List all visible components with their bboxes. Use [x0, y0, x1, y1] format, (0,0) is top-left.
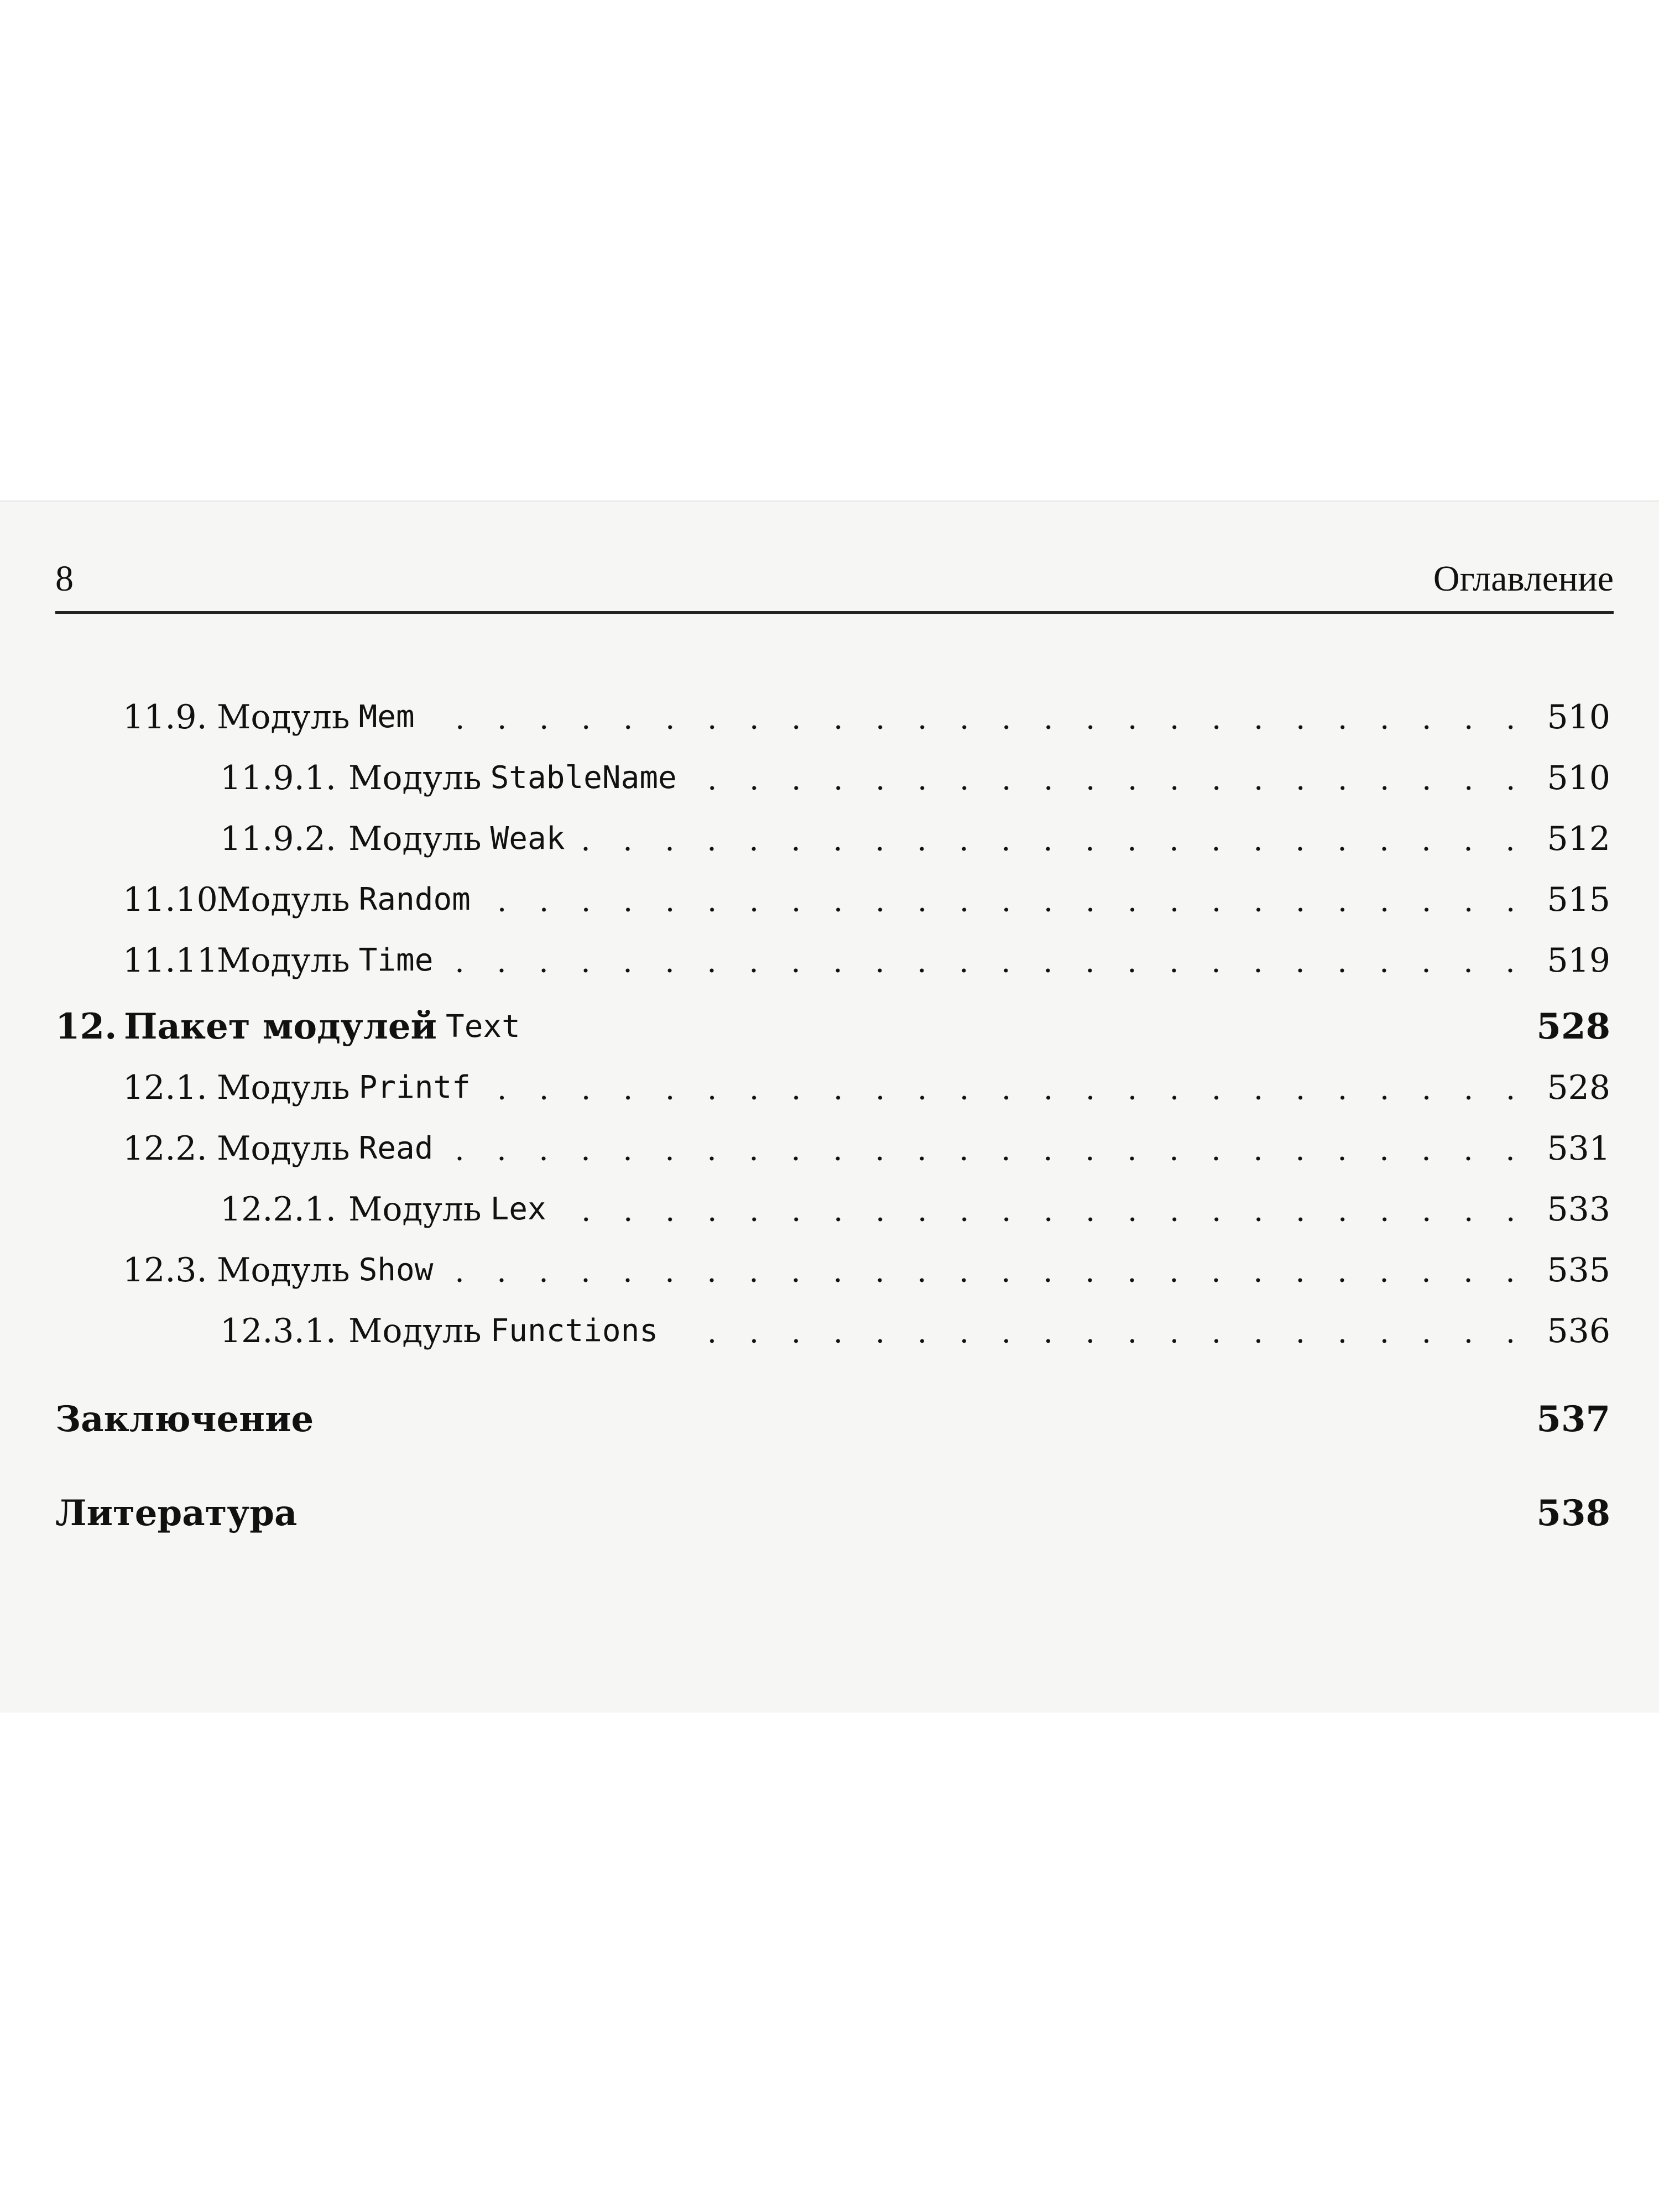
entry-module-name: Show: [358, 1252, 434, 1288]
entry-number: 11.9.: [123, 698, 207, 737]
entry-number: 12.2.: [123, 1129, 207, 1168]
entry-title: Модуль: [217, 1068, 350, 1107]
entry-number: 11.10: [123, 880, 218, 919]
toc-entry: [220, 745, 1610, 800]
entry-page: 533: [1547, 1190, 1610, 1229]
entry-page: 531: [1547, 1129, 1610, 1168]
entry-module-name: Functions: [490, 1313, 659, 1349]
dot-leader: [486, 907, 1532, 912]
dot-leader: [674, 1339, 1531, 1343]
toc-chapter-entry: [55, 1386, 1610, 1442]
entry-module-name: Read: [358, 1130, 434, 1166]
entry-title: Модуль: [348, 820, 482, 858]
entry-module-name: Mem: [358, 699, 415, 735]
entry-title: Модуль: [217, 941, 350, 980]
entry-page: 510: [1547, 759, 1610, 797]
page-number: 8: [55, 559, 74, 599]
entry-module-name: Printf: [358, 1070, 471, 1105]
toc-entry: [220, 806, 1610, 861]
toc-chapter-entry: [55, 994, 1610, 1049]
running-title: Оглавление: [1433, 559, 1614, 599]
toc-chapter-entry: [55, 1480, 1610, 1536]
entry-number: 12.1.: [123, 1068, 207, 1107]
entry-number: 12.3.: [123, 1251, 207, 1290]
entry-title: Модуль: [348, 759, 482, 797]
entry-module-name: Random: [358, 881, 471, 917]
entry-number: 11.11: [123, 941, 218, 980]
entry-title: Заключение: [55, 1399, 314, 1440]
entry-title: Модуль: [217, 880, 350, 919]
book-page: [0, 500, 1659, 1713]
dot-leader: [448, 1156, 1531, 1161]
entry-page: 528: [1536, 1006, 1610, 1047]
dot-leader: [448, 968, 1531, 973]
entry-page: 538: [1536, 1493, 1610, 1534]
entry-page: 535: [1547, 1251, 1610, 1290]
entry-title: Литература: [55, 1493, 298, 1534]
entry-module-name: StableName: [490, 760, 677, 796]
entry-module-name: Weak: [490, 821, 565, 857]
dot-leader: [448, 1278, 1531, 1282]
entry-page: 536: [1547, 1312, 1610, 1350]
dot-leader: [430, 725, 1532, 729]
entry-title: Модуль: [217, 1251, 350, 1290]
toc-entry: [123, 1055, 1610, 1110]
dot-leader: [692, 786, 1532, 790]
toc-entry: [220, 1298, 1610, 1353]
toc-entry: [123, 684, 1610, 739]
entry-title: Модуль: [348, 1312, 482, 1350]
entry-title: Модуль: [217, 1129, 350, 1168]
toc-entry: [123, 867, 1610, 922]
toc-entry: [123, 1237, 1610, 1292]
entry-page: 528: [1547, 1068, 1610, 1107]
entry-module-name: Time: [358, 942, 434, 978]
table-of-contents: [0, 502, 1659, 1713]
entry-page: 519: [1547, 941, 1610, 980]
entry-module-name: Lex: [490, 1191, 546, 1227]
entry-page: 537: [1536, 1399, 1610, 1440]
dot-leader: [580, 847, 1531, 851]
toc-entry: [123, 1115, 1610, 1171]
entry-number: 12.2.1.: [220, 1190, 336, 1229]
entry-page: 515: [1547, 880, 1610, 919]
entry-number: 11.9.1.: [220, 759, 336, 797]
entry-title: Пакет модулей: [124, 1006, 437, 1047]
entry-title: Модуль: [348, 1190, 482, 1229]
dot-leader: [562, 1217, 1532, 1222]
toc-entry: [220, 1176, 1610, 1232]
toc-entry: [123, 927, 1610, 983]
entry-page: 512: [1547, 820, 1610, 858]
entry-module-name: Text: [446, 1009, 520, 1045]
entry-number: 11.9.2.: [220, 820, 336, 858]
entry-number: 12.: [55, 1006, 117, 1047]
dot-leader: [486, 1095, 1532, 1100]
entry-page: 510: [1547, 698, 1610, 737]
entry-title: Модуль: [217, 698, 350, 737]
entry-number: 12.3.1.: [220, 1312, 336, 1350]
